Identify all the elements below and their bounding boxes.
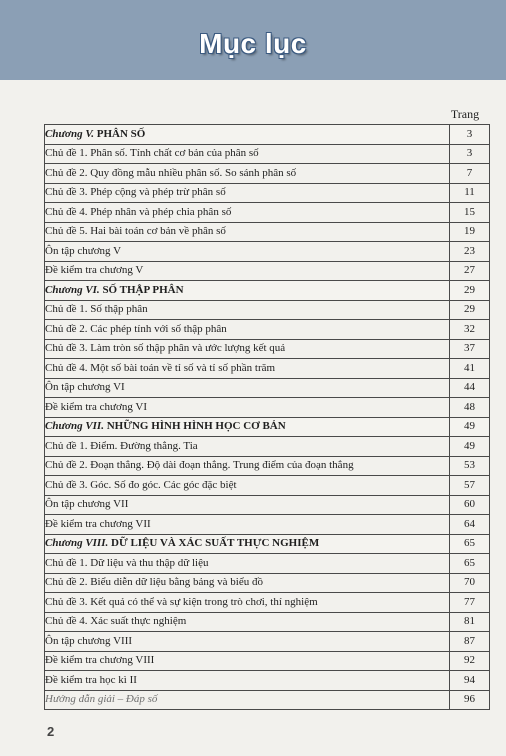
toc-label: Đề kiểm tra chương VI [45, 398, 450, 418]
toc-page: 15 [450, 203, 490, 223]
toc-row [45, 476, 490, 496]
toc-chapter-row [45, 417, 490, 437]
toc-row [45, 573, 490, 593]
toc-row [45, 261, 490, 281]
toc-row [45, 222, 490, 242]
toc-page: 11 [450, 183, 490, 203]
toc-row [45, 651, 490, 671]
toc-page: 53 [450, 456, 490, 476]
toc-page: 19 [450, 222, 490, 242]
toc-row [45, 203, 490, 223]
toc-row [45, 554, 490, 574]
toc-row [45, 300, 490, 320]
chapter-prefix: Chương VI. [45, 283, 100, 296]
toc-row [45, 398, 490, 418]
toc-row [45, 515, 490, 535]
toc-page: 3 [450, 144, 490, 164]
chapter-prefix: Chương V. [45, 127, 94, 140]
toc-label: Chủ đề 5. Hai bài toán cơ bản về phân số [45, 222, 450, 242]
toc-label: Chủ đề 1. Phân số. Tính chất cơ bản của phân số [45, 144, 450, 164]
toc-label: Chủ đề 2. Quy đồng mẫu nhiều phân số. So sánh phân số [45, 164, 450, 184]
toc-label: Ôn tập chương VII [45, 495, 450, 515]
toc-chapter-row [45, 125, 490, 145]
toc-label: Đề kiểm tra chương VII [45, 515, 450, 535]
toc-page: 27 [450, 261, 490, 281]
toc-page: 48 [450, 398, 490, 418]
toc-page: 81 [450, 612, 490, 632]
toc-row [45, 456, 490, 476]
toc-page: 32 [450, 320, 490, 340]
toc-row [45, 339, 490, 359]
toc-row [45, 612, 490, 632]
toc-page: 94 [450, 671, 490, 691]
toc-page: 64 [450, 515, 490, 535]
toc-page: 77 [450, 593, 490, 613]
toc-label: Chủ đề 2. Các phép tính với số thập phân [45, 320, 450, 340]
toc-label: Chủ đề 1. Dữ liệu và thu thập dữ liệu [45, 554, 450, 574]
chapter-title: PHÂN SỐ [96, 127, 146, 140]
toc-row [45, 378, 490, 398]
toc-page: 96 [450, 690, 490, 710]
toc-page: 29 [450, 281, 490, 301]
chapter-prefix: Chương VIII. [45, 537, 109, 550]
toc-page: 23 [450, 242, 490, 262]
toc-page: 92 [450, 651, 490, 671]
page-column-header: Trang [450, 107, 480, 121]
toc-label: Đề kiểm tra chương VIII [45, 651, 450, 671]
chapter-title: DỮ LIỆU VÀ XÁC SUẤT THỰC NGHIỆM [111, 537, 320, 550]
toc-page: 49 [450, 437, 490, 457]
toc-label: Chủ đề 4. Phép nhân và phép chia phân số [45, 203, 450, 223]
page-title: Mục lục [199, 28, 307, 59]
toc-label: Đề kiểm tra chương V [45, 261, 450, 281]
toc-page: 57 [450, 476, 490, 496]
chapter-title: SỐ THẬP PHÂN [102, 283, 184, 296]
toc-row [45, 359, 490, 379]
toc-row [45, 242, 490, 262]
toc-page: 65 [450, 534, 490, 554]
toc-row [45, 320, 490, 340]
toc-guide-row [45, 690, 490, 710]
page-number: 2 [47, 724, 55, 739]
toc-page: 37 [450, 339, 490, 359]
toc-page: 29 [450, 300, 490, 320]
toc-label: Chủ đề 2. Đoạn thẳng. Độ dài đoạn thẳng. Trung điểm của đoạn thẳng [45, 456, 450, 476]
toc-chapter-row [45, 281, 490, 301]
toc-label: Chủ đề 1. Số thập phân [45, 300, 450, 320]
toc-label: Ôn tập chương VIII [45, 632, 450, 652]
toc-row [45, 437, 490, 457]
toc-label: Chủ đề 4. Một số bài toán về tỉ số và tỉ số phần trăm [45, 359, 450, 379]
toc-page: 60 [450, 495, 490, 515]
toc-page: 70 [450, 573, 490, 593]
toc-label: Chủ đề 2. Biểu diễn dữ liệu bằng bảng và biểu đồ [45, 573, 450, 593]
toc-label: Chủ đề 3. Kết quả có thể và sự kiện trong trò chơi, thí nghiệm [45, 593, 450, 613]
toc-page: 87 [450, 632, 490, 652]
toc-label: Chủ đề 3. Góc. Số đo góc. Các góc đặc biệt [45, 476, 450, 496]
chapter-title: NHỮNG HÌNH HÌNH HỌC CƠ BẢN [106, 420, 286, 433]
toc-row [45, 671, 490, 691]
toc-row [45, 164, 490, 184]
toc-page: 65 [450, 554, 490, 574]
toc-row [45, 144, 490, 164]
toc-label: Ôn tập chương VI [45, 378, 450, 398]
toc-label: Chủ đề 3. Phép cộng và phép trừ phân số [45, 183, 450, 203]
toc-row [45, 495, 490, 515]
toc-table [44, 124, 490, 710]
toc-row [45, 593, 490, 613]
toc-row [45, 183, 490, 203]
toc-page: 41 [450, 359, 490, 379]
toc-label: Chủ đề 1. Điểm. Đường thẳng. Tia [45, 437, 450, 457]
toc-label: Đề kiểm tra học kì II [45, 671, 450, 691]
toc-label: Chủ đề 3. Làm tròn số thập phân và ước lượng kết quả [45, 339, 450, 359]
chapter-prefix: Chương VII. [45, 420, 104, 433]
toc-chapter-row [45, 534, 490, 554]
toc-label: Chủ đề 4. Xác suất thực nghiệm [45, 612, 450, 632]
toc-row [45, 632, 490, 652]
toc-label: Hướng dẫn giải – Đáp số [45, 690, 450, 710]
toc-label: Ôn tập chương V [45, 242, 450, 262]
toc-page: 3 [450, 125, 490, 145]
toc-page: 7 [450, 164, 490, 184]
toc-page: 44 [450, 378, 490, 398]
toc-page: 49 [450, 417, 490, 437]
